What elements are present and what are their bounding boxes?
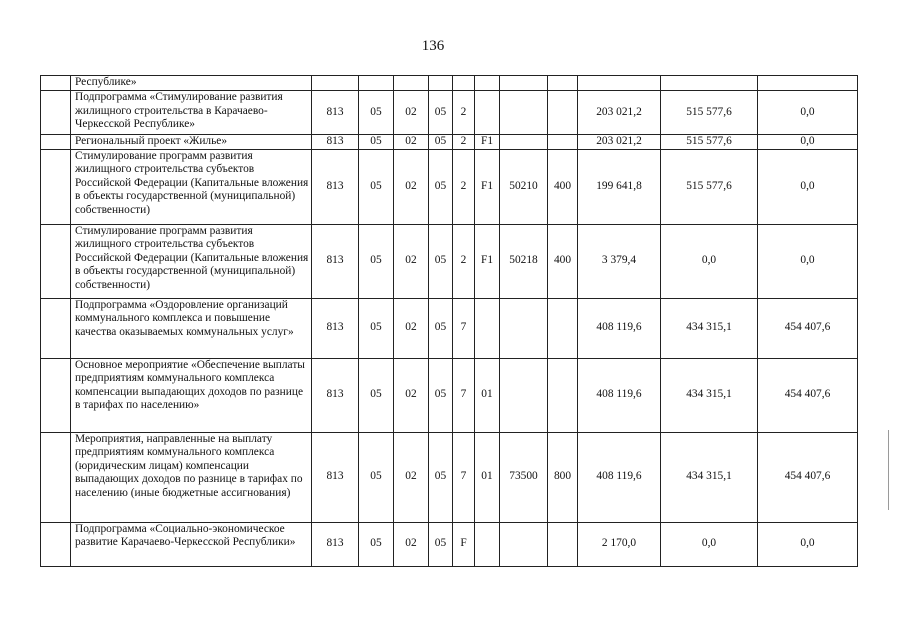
amount-year1-cell xyxy=(578,76,661,91)
index-cell xyxy=(41,91,71,135)
direction-code-cell xyxy=(500,91,548,135)
index-cell xyxy=(41,358,71,432)
subprogram-code-cell: 7 xyxy=(453,298,475,358)
admin-code-cell: 813 xyxy=(312,522,359,566)
direction-code-cell xyxy=(500,76,548,91)
index-cell xyxy=(41,432,71,522)
amount-year2-cell: 515 577,6 xyxy=(661,149,758,224)
subsection-code-cell: 02 xyxy=(394,224,429,298)
subsection-code-cell: 02 xyxy=(394,135,429,150)
program-code-cell: 05 xyxy=(429,298,453,358)
program-code-cell: 05 xyxy=(429,149,453,224)
section-code-cell: 05 xyxy=(359,432,394,522)
row-name-cell: Подпрограмма «Социально-экономическое развитие Карачаево-Черкесской Республики» xyxy=(71,522,312,566)
amount-year3-cell: 0,0 xyxy=(758,522,858,566)
amount-year2-cell: 0,0 xyxy=(661,224,758,298)
expense-type-cell: 400 xyxy=(548,224,578,298)
scan-edge-mark xyxy=(888,430,889,510)
row-name-cell: Основное мероприятие «Обеспечение выплаты предприятиям коммунального комплекса компенсации выпадающих доходов по разнице в тарифах по населению» xyxy=(71,358,312,432)
amount-year1-cell: 408 119,6 xyxy=(578,432,661,522)
subsection-code-cell: 02 xyxy=(394,432,429,522)
admin-code-cell: 813 xyxy=(312,135,359,150)
admin-code-cell xyxy=(312,76,359,91)
index-cell xyxy=(41,224,71,298)
amount-year1-cell: 203 021,2 xyxy=(578,135,661,150)
direction-code-cell: 50210 xyxy=(500,149,548,224)
row-name-cell: Стимулирование программ развития жилищного строительства субъектов Российской Федерации (Капитальные вложения в объекты государственной (муниципальной) собственности) xyxy=(71,149,312,224)
subsection-code-cell: 02 xyxy=(394,522,429,566)
expense-type-cell xyxy=(548,76,578,91)
amount-year2-cell: 515 577,6 xyxy=(661,91,758,135)
table-row xyxy=(41,358,858,432)
expense-type-cell xyxy=(548,298,578,358)
amount-year1-cell: 203 021,2 xyxy=(578,91,661,135)
program-code-cell: 05 xyxy=(429,358,453,432)
main-activity-code-cell xyxy=(475,522,500,566)
direction-code-cell xyxy=(500,135,548,150)
section-code-cell: 05 xyxy=(359,298,394,358)
admin-code-cell: 813 xyxy=(312,91,359,135)
section-code-cell: 05 xyxy=(359,522,394,566)
row-name-cell: Республике» xyxy=(71,76,312,91)
direction-code-cell xyxy=(500,298,548,358)
row-name-cell: Подпрограмма «Стимулирование развития жилищного строительства в Карачаево-Черкесской Республике» xyxy=(71,91,312,135)
expense-type-cell xyxy=(548,522,578,566)
section-code-cell: 05 xyxy=(359,224,394,298)
amount-year1-cell: 408 119,6 xyxy=(578,298,661,358)
subsection-code-cell: 02 xyxy=(394,91,429,135)
section-code-cell: 05 xyxy=(359,358,394,432)
table-row xyxy=(41,432,858,522)
amount-year1-cell: 2 170,0 xyxy=(578,522,661,566)
amount-year1-cell: 199 641,8 xyxy=(578,149,661,224)
subprogram-code-cell: F xyxy=(453,522,475,566)
admin-code-cell: 813 xyxy=(312,298,359,358)
table-row xyxy=(41,298,858,358)
amount-year1-cell: 3 379,4 xyxy=(578,224,661,298)
program-code-cell xyxy=(429,76,453,91)
main-activity-code-cell xyxy=(475,298,500,358)
budget-table xyxy=(40,75,858,567)
main-activity-code-cell: F1 xyxy=(475,135,500,150)
program-code-cell: 05 xyxy=(429,91,453,135)
main-activity-code-cell: 01 xyxy=(475,432,500,522)
main-activity-code-cell xyxy=(475,91,500,135)
page-number: 136 xyxy=(421,38,445,54)
amount-year2-cell: 434 315,1 xyxy=(661,432,758,522)
amount-year2-cell xyxy=(661,76,758,91)
expense-type-cell xyxy=(548,91,578,135)
admin-code-cell: 813 xyxy=(312,358,359,432)
section-code-cell: 05 xyxy=(359,135,394,150)
section-code-cell: 05 xyxy=(359,91,394,135)
amount-year3-cell: 0,0 xyxy=(758,135,858,150)
expense-type-cell: 800 xyxy=(548,432,578,522)
subprogram-code-cell: 2 xyxy=(453,224,475,298)
direction-code-cell xyxy=(500,522,548,566)
amount-year3-cell: 454 407,6 xyxy=(758,358,858,432)
program-code-cell: 05 xyxy=(429,135,453,150)
table-row xyxy=(41,91,858,135)
subprogram-code-cell: 7 xyxy=(453,432,475,522)
admin-code-cell: 813 xyxy=(312,224,359,298)
expense-type-cell xyxy=(548,358,578,432)
table-row xyxy=(41,135,858,150)
row-name-cell: Подпрограмма «Оздоровление организаций коммунального комплекса и повышение качества оказываемых коммунальных услуг» xyxy=(71,298,312,358)
amount-year3-cell: 454 407,6 xyxy=(758,298,858,358)
subprogram-code-cell xyxy=(453,76,475,91)
main-activity-code-cell xyxy=(475,76,500,91)
amount-year3-cell: 0,0 xyxy=(758,224,858,298)
amount-year3-cell xyxy=(758,76,858,91)
index-cell xyxy=(41,135,71,150)
program-code-cell: 05 xyxy=(429,522,453,566)
amount-year1-cell: 408 119,6 xyxy=(578,358,661,432)
subprogram-code-cell: 2 xyxy=(453,91,475,135)
table-row xyxy=(41,224,858,298)
row-name-cell: Региональный проект «Жилье» xyxy=(71,135,312,150)
row-name-cell: Мероприятия, направленные на выплату предприятиям коммунального комплекса (юридическим лицам) компенсации выпадающих доходов по разнице в тарифах по населению (иные бюджетные ассигнования) xyxy=(71,432,312,522)
admin-code-cell: 813 xyxy=(312,149,359,224)
table-row xyxy=(41,149,858,224)
amount-year2-cell: 515 577,6 xyxy=(661,135,758,150)
subsection-code-cell: 02 xyxy=(394,298,429,358)
table-row xyxy=(41,76,858,91)
section-code-cell xyxy=(359,76,394,91)
main-activity-code-cell: F1 xyxy=(475,149,500,224)
amount-year2-cell: 434 315,1 xyxy=(661,358,758,432)
subprogram-code-cell: 2 xyxy=(453,149,475,224)
index-cell xyxy=(41,149,71,224)
index-cell xyxy=(41,76,71,91)
row-name-cell: Стимулирование программ развития жилищного строительства субъектов Российской Федерации (Капитальные вложения в объекты государственной (муниципальной) собственности) xyxy=(71,224,312,298)
subsection-code-cell xyxy=(394,76,429,91)
program-code-cell: 05 xyxy=(429,432,453,522)
main-activity-code-cell: F1 xyxy=(475,224,500,298)
direction-code-cell: 73500 xyxy=(500,432,548,522)
amount-year2-cell: 434 315,1 xyxy=(661,298,758,358)
expense-type-cell xyxy=(548,135,578,150)
section-code-cell: 05 xyxy=(359,149,394,224)
amount-year2-cell: 0,0 xyxy=(661,522,758,566)
expense-type-cell: 400 xyxy=(548,149,578,224)
table-row xyxy=(41,522,858,566)
program-code-cell: 05 xyxy=(429,224,453,298)
direction-code-cell: 50218 xyxy=(500,224,548,298)
amount-year3-cell: 454 407,6 xyxy=(758,432,858,522)
direction-code-cell xyxy=(500,358,548,432)
subsection-code-cell: 02 xyxy=(394,358,429,432)
amount-year3-cell: 0,0 xyxy=(758,149,858,224)
index-cell xyxy=(41,298,71,358)
main-activity-code-cell: 01 xyxy=(475,358,500,432)
subsection-code-cell: 02 xyxy=(394,149,429,224)
admin-code-cell: 813 xyxy=(312,432,359,522)
amount-year3-cell: 0,0 xyxy=(758,91,858,135)
subprogram-code-cell: 7 xyxy=(453,358,475,432)
index-cell xyxy=(41,522,71,566)
subprogram-code-cell: 2 xyxy=(453,135,475,150)
